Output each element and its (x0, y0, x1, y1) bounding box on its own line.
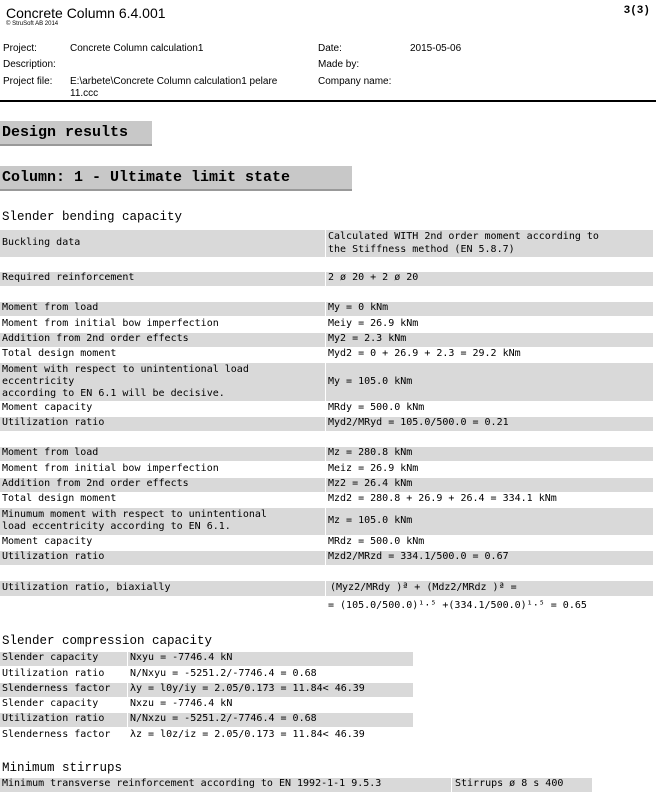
date-label: Date: (318, 43, 342, 54)
y-second-order-row (0, 333, 653, 347)
compression-label-1: Slender capacity (2, 652, 99, 663)
buckling-row (0, 230, 653, 257)
compression-label-6: Slenderness factor (2, 729, 111, 740)
header-divider (0, 100, 656, 102)
slender-bending-heading: Slender bending capacity (2, 210, 183, 224)
buckling-value-line2: the Stiffness method (EN 5.8.7) (328, 244, 515, 255)
z-utilization-value: Mzd2/MRzd = 334.1/500.0 = 0.67 (328, 551, 509, 562)
z-moment-load-value: Mz = 280.8 kNm (328, 447, 413, 458)
compression-value-6: λz = l0z/iz = 2.05/0.173 = 11.84< 46.39 (130, 729, 365, 740)
biaxial-row-2 (0, 600, 653, 614)
z-second-order-row (0, 478, 653, 492)
project-value: Concrete Column calculation1 (70, 43, 204, 54)
z-utilization-row (0, 551, 653, 565)
y-utilization-value: Myd2/MRyd = 105.0/500.0 = 0.21 (328, 417, 509, 428)
file-value-line1: E:\arbete\Concrete Column calculation1 pelare (70, 76, 278, 87)
y-second-order-value: My2 = 2.3 kNm (328, 333, 407, 344)
z-bow-imperfection-value: Meiz = 26.9 kNm (328, 463, 419, 474)
y-moment-capacity-value: MRdy = 500.0 kNm (328, 402, 425, 413)
compression-label-2: Utilization ratio (2, 668, 105, 679)
y-unintentional-value: My = 105.0 kNm (328, 376, 413, 387)
biaxial-value-line2: = (105.0/500.0)¹·⁵ +(334.1/500.0)¹·⁵ = 0.65 (328, 600, 587, 611)
y-moment-load-value: My = 0 kNm (328, 302, 389, 313)
y-total-moment-value: Myd2 = 0 + 26.9 + 2.3 = 29.2 kNm (328, 348, 521, 359)
y-moment-capacity-label: Moment capacity (2, 402, 93, 413)
date-value: 2015-05-06 (410, 43, 462, 54)
biaxial-value-line1: (Myz2/MRdy )ª + (Mdz2/MRdz )ª = (330, 582, 517, 593)
y-bow-imperfection-row (0, 318, 653, 332)
required-reinforcement-row (0, 272, 653, 286)
z-moment-load-row (0, 447, 653, 461)
z-bow-imperfection-row (0, 463, 653, 477)
compression-label-3: Slenderness factor (2, 683, 111, 694)
description-label: Description: (3, 59, 56, 70)
z-second-order-label: Addition from 2nd order effects (2, 478, 189, 489)
compression-value-3: λy = l0y/iy = 2.05/0.173 = 11.84< 46.39 (130, 683, 365, 694)
design-results-heading: Design results (0, 121, 152, 146)
file-label: Project file: (3, 76, 53, 87)
compression-value-5: N/Nxzu = -5251.2/-7746.4 = 0.68 (130, 713, 317, 724)
z-moment-capacity-row (0, 536, 653, 550)
biaxial-row (0, 581, 653, 596)
y-second-order-label: Addition from 2nd order effects (2, 333, 189, 344)
y-total-moment-label: Total design moment (2, 348, 117, 359)
y-bow-imperfection-label: Moment from initial bow imperfection (2, 318, 219, 329)
compression-row-3 (0, 683, 413, 697)
compression-row-4 (0, 698, 413, 712)
compression-row-5 (0, 713, 413, 727)
required-reinforcement-value: 2 ø 20 + 2 ø 20 (328, 272, 419, 283)
company-label: Company name: (318, 76, 392, 87)
buckling-label: Buckling data (2, 237, 81, 248)
project-label: Project: (3, 43, 37, 54)
app-title: Concrete Column 6.4.001 (6, 5, 166, 21)
z-unintentional-label-1: Minumum moment with respect to unintentional (2, 509, 267, 520)
copyright: © StruSoft AB 2014 (6, 21, 59, 27)
y-utilization-label: Utilization ratio (2, 417, 105, 428)
slender-compression-heading: Slender compression capacity (2, 634, 213, 648)
compression-row-2 (0, 668, 413, 682)
y-moment-capacity-row (0, 402, 653, 416)
y-unintentional-row (0, 363, 653, 401)
file-value-line2: 11.ccc (70, 88, 99, 99)
z-moment-capacity-value: MRdz = 500.0 kNm (328, 536, 425, 547)
compression-value-4: Nxzu = -7746.4 kN (130, 698, 233, 709)
stirrups-row (0, 778, 592, 792)
compression-label-5: Utilization ratio (2, 713, 105, 724)
y-moment-load-label: Moment from load (2, 302, 99, 313)
compression-value-1: Nxyu = -7746.4 kN (130, 652, 233, 663)
compression-label-4: Slender capacity (2, 698, 99, 709)
z-unintentional-row (0, 508, 653, 535)
y-unintentional-label-3: according to EN 6.1 will be decisive. (2, 388, 225, 399)
z-utilization-label: Utilization ratio (2, 551, 105, 562)
y-bow-imperfection-value: Meiy = 26.9 kNm (328, 318, 419, 329)
z-unintentional-label-2: load eccentricity according to EN 6.1. (2, 521, 231, 532)
y-unintentional-label-2: eccentricity (2, 376, 75, 387)
z-total-moment-label: Total design moment (2, 493, 117, 504)
z-total-moment-row (0, 493, 653, 507)
y-total-moment-row (0, 348, 653, 362)
z-second-order-value: Mz2 = 26.4 kNm (328, 478, 413, 489)
biaxial-label: Utilization ratio, biaxially (2, 582, 171, 593)
madeby-label: Made by: (318, 59, 360, 70)
page-number: 3(3) (623, 5, 650, 17)
minimum-stirrups-heading: Minimum stirrups (2, 761, 123, 775)
y-utilization-row (0, 417, 653, 431)
z-moment-capacity-label: Moment capacity (2, 536, 93, 547)
compression-value-2: N/Nxyu = -5251.2/-7746.4 = 0.68 (130, 668, 317, 679)
y-moment-load-row (0, 302, 653, 316)
z-bow-imperfection-label: Moment from initial bow imperfection (2, 463, 219, 474)
z-moment-load-label: Moment from load (2, 447, 99, 458)
compression-row-6 (0, 729, 413, 743)
z-total-moment-value: Mzd2 = 280.8 + 26.9 + 26.4 = 334.1 kNm (328, 493, 557, 504)
column-state-heading: Column: 1 - Ultimate limit state (0, 166, 352, 191)
stirrups-label: Minimum transverse reinforcement according to EN 1992-1-1 9.5.3 (2, 778, 382, 789)
z-unintentional-value: Mz = 105.0 kNm (328, 515, 413, 526)
y-unintentional-label-1: Moment with respect to unintentional load (2, 364, 249, 375)
buckling-value-line1: Calculated WITH 2nd order moment according to (328, 231, 599, 242)
compression-row-1 (0, 652, 413, 666)
required-reinforcement-label: Required reinforcement (2, 272, 135, 283)
stirrups-value: Stirrups ø 8 s 400 (455, 778, 564, 789)
